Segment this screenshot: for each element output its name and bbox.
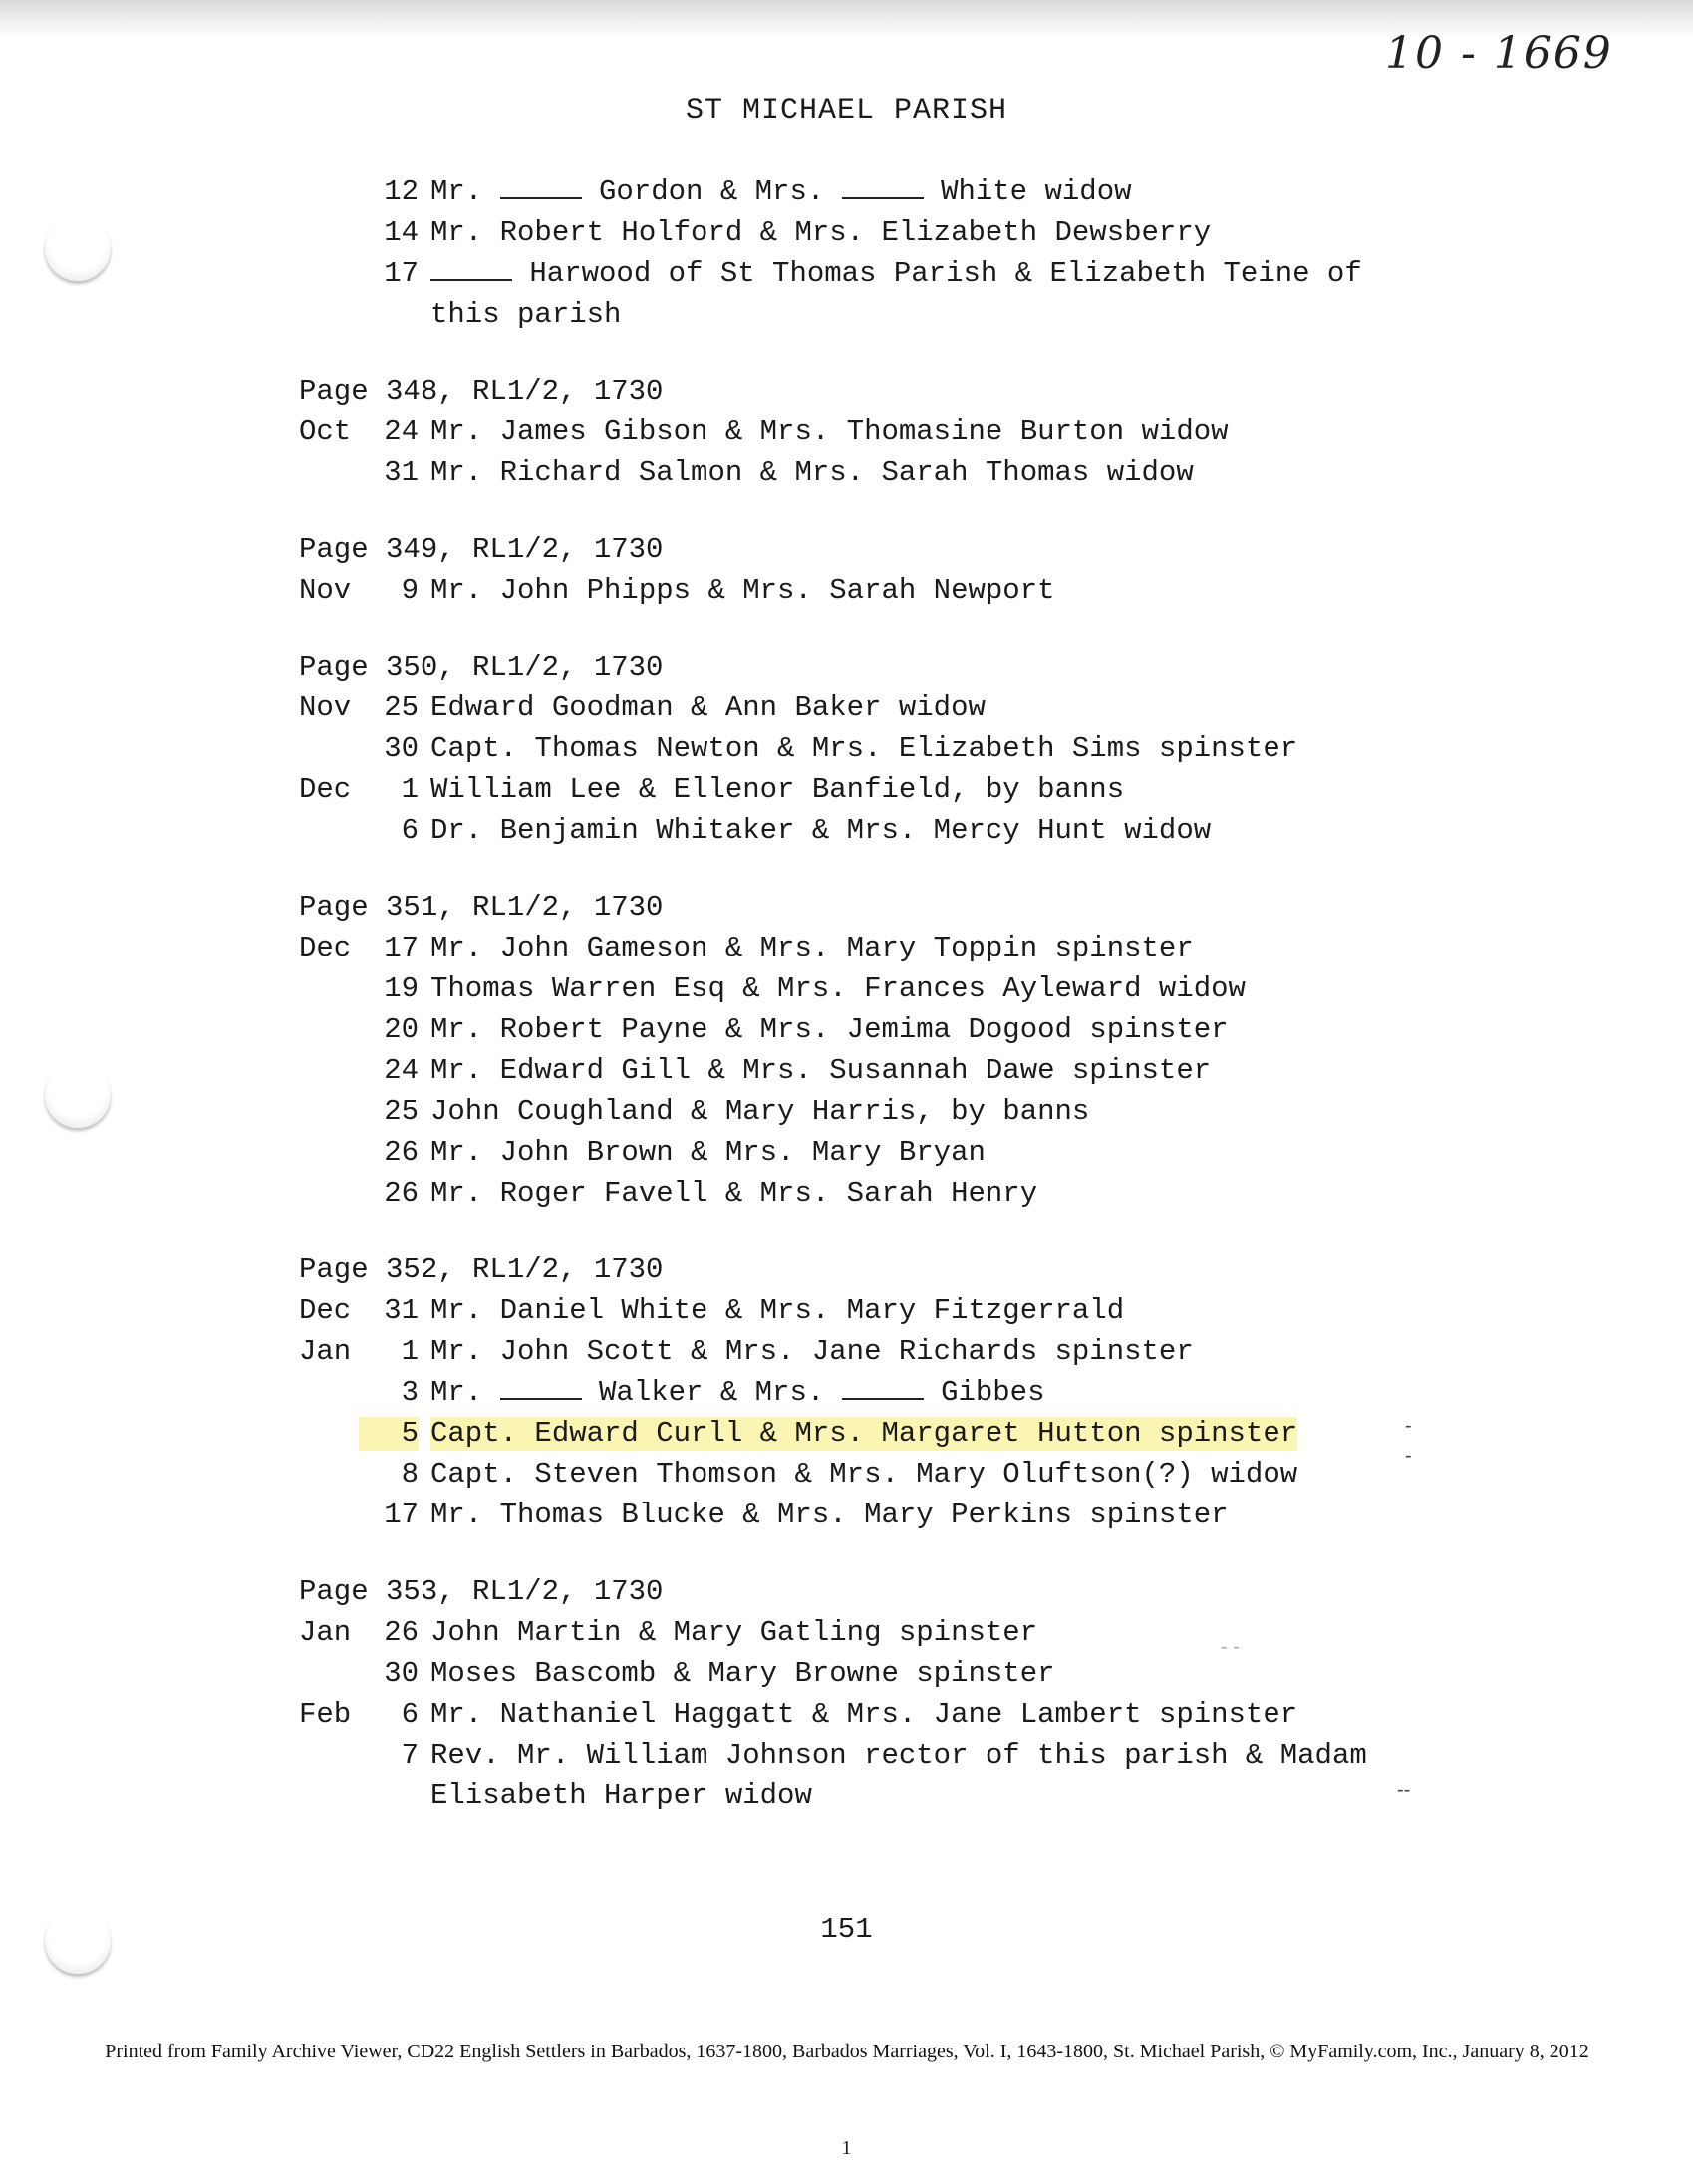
- entry-month: Nov: [299, 574, 352, 607]
- entry-text: Mr. Robert Holford & Mrs. Elizabeth Dewsberry: [430, 216, 1212, 249]
- entry-day: 26: [384, 1616, 419, 1649]
- entry-day: 17: [384, 932, 419, 964]
- entry-text: Mr. John Scott & Mrs. Jane Richards spinster: [430, 1335, 1194, 1368]
- entry-month: Nov: [299, 691, 352, 724]
- entry-month: Jan: [299, 1616, 352, 1649]
- handwritten-note: 10 - 1669: [1385, 28, 1613, 79]
- entry-day: 30: [384, 732, 419, 765]
- entry-day: 25: [384, 1095, 419, 1128]
- blank-underline: [430, 257, 512, 281]
- entry-text: John Martin & Mary Gatling spinster: [430, 1616, 1038, 1649]
- entry-day: 6: [401, 814, 419, 847]
- entry-text: William Lee & Ellenor Banfield, by banns: [430, 773, 1125, 806]
- footer-citation: Printed from Family Archive Viewer, CD22 English Settlers in Barbados, 1637-1800, Barbados Marriages, Vol. I, 1643-1800, St. Michael Parish, © MyFamily.com, Inc., January 8, 2012: [105, 2041, 1589, 2062]
- entry-day: 25: [384, 691, 419, 724]
- entry-day: 5: [359, 1417, 419, 1451]
- entry-day: 19: [384, 972, 419, 1005]
- entry-text: Mr. Robert Payne & Mrs. Jemima Dogood spinster: [430, 1013, 1229, 1046]
- entry-month: Jan: [299, 1335, 352, 1368]
- scan-mark: -: [1405, 1445, 1412, 1467]
- entry-text: John Coughland & Mary Harris, by banns: [430, 1095, 1090, 1128]
- entry-day: 30: [384, 1657, 419, 1690]
- entry-text-highlighted: Capt. Edward Curll & Mrs. Margaret Hutton spinster: [430, 1417, 1298, 1450]
- section-heading: Page 349, RL1/2, 1730: [299, 533, 664, 566]
- section-heading: Page 350, RL1/2, 1730: [299, 651, 664, 683]
- entry-text: Mr. John Brown & Mrs. Mary Bryan: [430, 1136, 986, 1169]
- entry-day: 26: [384, 1177, 419, 1210]
- entry-text: Dr. Benjamin Whitaker & Mrs. Mercy Hunt widow: [430, 814, 1212, 847]
- sheet-number: 1: [841, 2137, 852, 2159]
- entry-text: Thomas Warren Esq & Mrs. Frances Ayleward widow: [430, 972, 1246, 1005]
- entry-day: 17: [384, 257, 419, 290]
- entry-text: Capt. Steven Thomson & Mrs. Mary Oluftson(?) widow: [430, 1458, 1298, 1491]
- entry-day: 31: [384, 456, 419, 489]
- entry-day: 14: [384, 216, 419, 249]
- entry-day: 26: [384, 1136, 419, 1169]
- entry-text: Edward Goodman & Ann Baker widow: [430, 691, 986, 724]
- section-heading: Page 353, RL1/2, 1730: [299, 1575, 664, 1608]
- entry-text: Mr. Gordon & Mrs. White widow: [430, 175, 1132, 208]
- entry-text: Mr. Edward Gill & Mrs. Susannah Dawe spinster: [430, 1054, 1212, 1087]
- entry-text: this parish: [430, 298, 622, 331]
- blank-underline: [842, 1376, 924, 1400]
- section-heading: Page 348, RL1/2, 1730: [299, 375, 664, 408]
- entry-month: Dec: [299, 773, 352, 806]
- entry-day: 24: [384, 1054, 419, 1087]
- blank-underline: [500, 175, 582, 199]
- entry-text: Mr. Daniel White & Mrs. Mary Fitzgerrald: [430, 1294, 1125, 1327]
- entry-text: Mr. Walker & Mrs. Gibbes: [430, 1376, 1045, 1409]
- entry-month: Feb: [299, 1698, 352, 1731]
- entry-text: Mr. Nathaniel Haggatt & Mrs. Jane Lambert spinster: [430, 1698, 1298, 1731]
- entry-text: Mr. Roger Favell & Mrs. Sarah Henry: [430, 1177, 1038, 1210]
- entry-day: 8: [401, 1458, 419, 1491]
- entry-month: Dec: [299, 932, 352, 964]
- section-heading: Page 351, RL1/2, 1730: [299, 891, 664, 924]
- entry-day: 9: [401, 574, 419, 607]
- entry-day: 31: [384, 1294, 419, 1327]
- blank-underline: [842, 175, 924, 199]
- entry-text: Moses Bascomb & Mary Browne spinster: [430, 1657, 1055, 1690]
- section-heading: Page 352, RL1/2, 1730: [299, 1253, 664, 1286]
- page-title: ST MICHAEL PARISH: [685, 94, 1008, 128]
- entry-day: 12: [384, 175, 419, 208]
- scan-mark: - -: [1221, 1636, 1240, 1658]
- entry-text: Rev. Mr. William Johnson rector of this parish & Madam: [430, 1739, 1367, 1772]
- entry-month: Dec: [299, 1294, 352, 1327]
- entry-text: Mr. John Phipps & Mrs. Sarah Newport: [430, 574, 1055, 607]
- scan-mark: --: [1397, 1779, 1411, 1801]
- page-number: 151: [820, 1913, 873, 1946]
- entry-text: Mr. John Gameson & Mrs. Mary Toppin spinster: [430, 932, 1194, 964]
- scan-mark: -: [1405, 1415, 1412, 1437]
- entry-day: 24: [384, 415, 419, 448]
- entry-day: 1: [401, 1335, 419, 1368]
- punch-hole-middle: [45, 1062, 111, 1128]
- entry-day: 1: [401, 773, 419, 806]
- entry-day: 7: [401, 1739, 419, 1772]
- entry-text: Mr. James Gibson & Mrs. Thomasine Burton widow: [430, 415, 1229, 448]
- entry-text: Elisabeth Harper widow: [430, 1779, 812, 1812]
- entry-text: Mr. Thomas Blucke & Mrs. Mary Perkins spinster: [430, 1499, 1229, 1531]
- punch-hole-top: [45, 215, 111, 281]
- entry-day: 3: [401, 1376, 419, 1409]
- entry-text: Capt. Thomas Newton & Mrs. Elizabeth Sims spinster: [430, 732, 1298, 765]
- entry-day: 17: [384, 1499, 419, 1531]
- entry-month: Oct: [299, 415, 352, 448]
- entry-text: Mr. Richard Salmon & Mrs. Sarah Thomas widow: [430, 456, 1194, 489]
- entry-day: 20: [384, 1013, 419, 1046]
- entry-text: Harwood of St Thomas Parish & Elizabeth Teine of: [430, 257, 1362, 291]
- blank-underline: [500, 1376, 582, 1400]
- entry-day: 6: [401, 1698, 419, 1731]
